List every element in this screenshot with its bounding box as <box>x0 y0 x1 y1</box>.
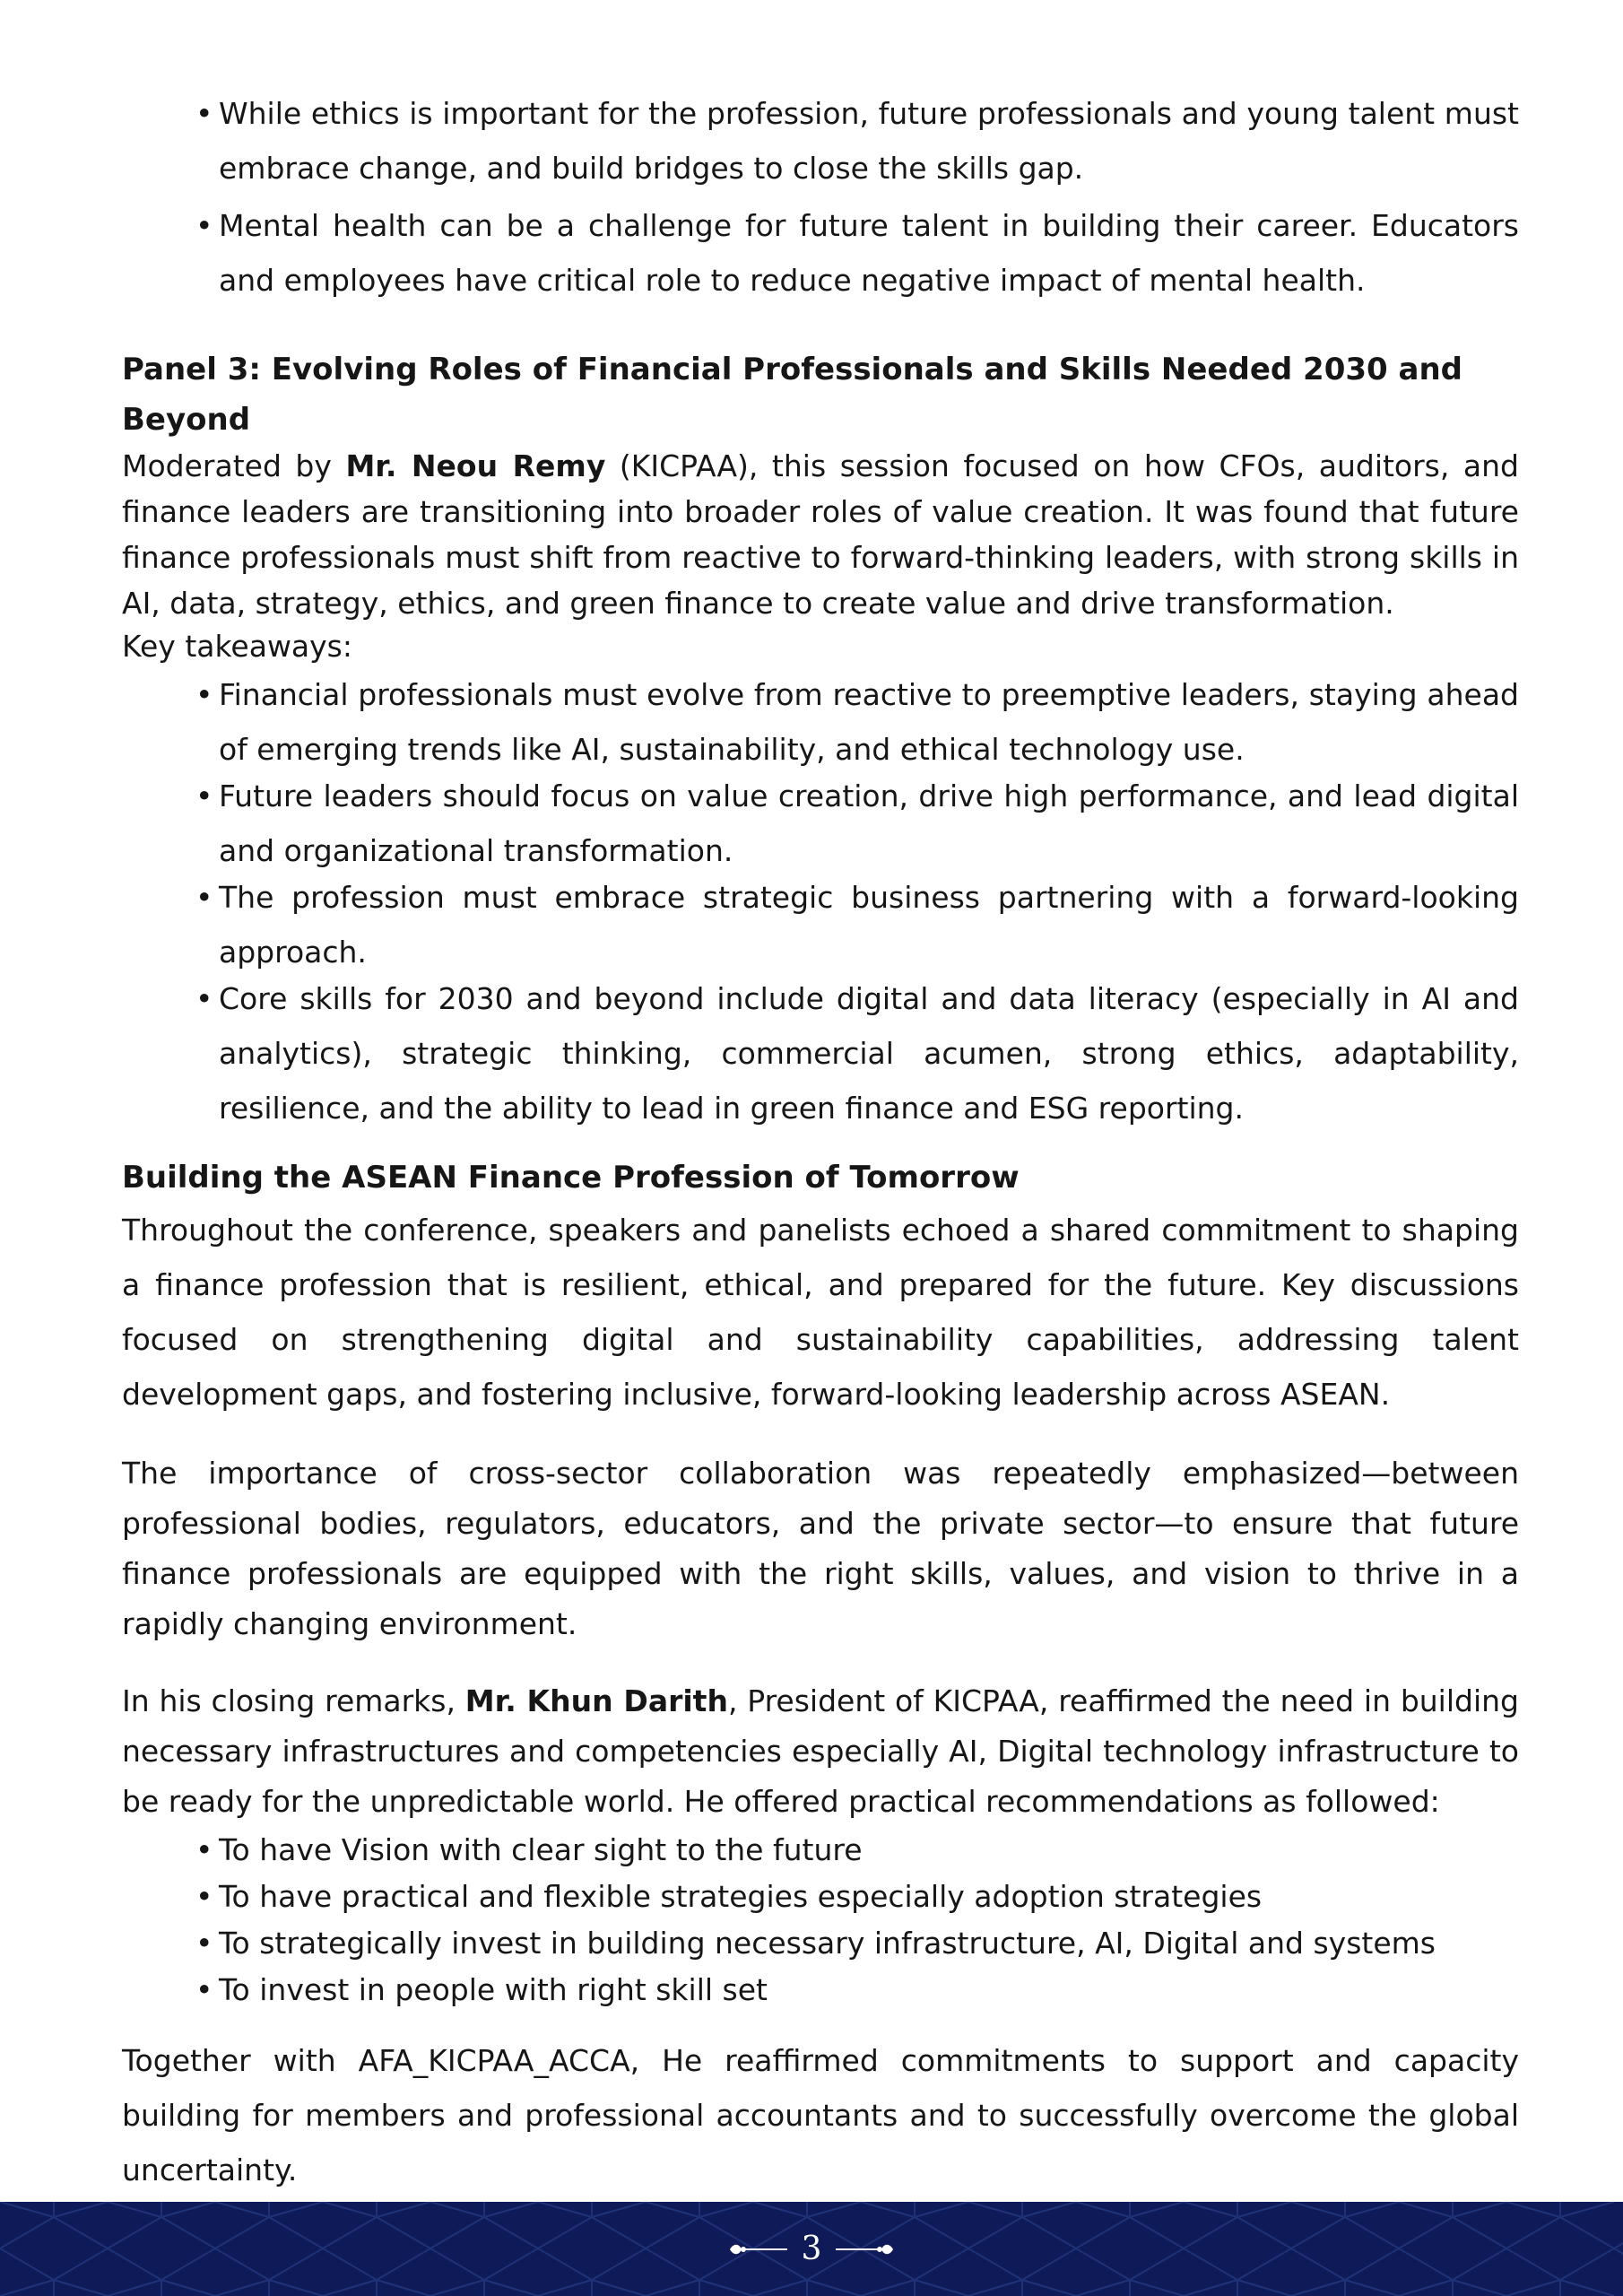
bullet-text: To have practical and flexible strategies especially adoption strategies <box>219 1879 1263 1914</box>
list-item <box>195 1874 1519 1920</box>
speaker-name: Mr. Khun Darith <box>464 1683 728 1718</box>
bullet-icon: • <box>195 778 213 813</box>
panel3-heading: Panel 3: Evolving Roles of Financial Professionals and Skills Needed 2030 and Beyond <box>122 352 1463 438</box>
bullet-icon: • <box>195 1879 213 1914</box>
takeaways-label: Key takeaways: <box>122 629 352 664</box>
moderator-name: Mr. Neou Remy <box>345 448 606 483</box>
bullet-icon: • <box>195 1832 213 1867</box>
takeaways-list <box>122 667 1519 1135</box>
document-body <box>122 86 1519 2197</box>
bullet-icon: • <box>195 1972 213 2007</box>
bullet-icon: • <box>195 208 213 243</box>
list-item <box>195 1967 1519 2013</box>
scroll-divider-icon <box>834 2240 897 2258</box>
bullet-text: To strategically invest in building necessary infrastructure, AI, Digital and systems <box>219 1926 1436 1961</box>
bullet-icon: • <box>195 981 213 1016</box>
recommendations-list <box>122 1827 1519 2013</box>
list-item <box>195 769 1519 878</box>
bullet-icon: • <box>195 880 213 915</box>
list-item <box>195 667 1519 777</box>
conference-summary-paragraph: Throughout the conference, speakers and panelists echoed a shared commitment to shaping a finance profession that is resilient, ethical, and prepared for the future. Key discussions focused on strengthening digital and sustainability capabilities, addressing talent development gaps, and fostering inclusive, forward-looking leadership across ASEAN. <box>122 1213 1519 1412</box>
list-item <box>195 870 1519 979</box>
scroll-divider-icon <box>726 2240 789 2258</box>
bullet-text: To invest in people with right skill set <box>219 1972 768 2007</box>
list-item <box>195 86 1519 196</box>
page-number-area <box>0 2202 1623 2296</box>
bullet-text: The profession must embrace strategic business partnering with a forward-looking approach. <box>219 880 1519 970</box>
closing-remarks-paragraph: In his closing remarks, Mr. Khun Darith, President of KICPAA, reaffirmed the need in building necessary infrastructures and competencies especially AI, Digital technology infrastructure to be ready for the unpredictable world. He offered practical recommendations as followed: <box>122 1683 1519 1819</box>
bullet-text: To have Vision with clear sight to the future <box>219 1832 863 1867</box>
collaboration-paragraph: The importance of cross-sector collaboration was repeatedly emphasized—between professional bodies, regulators, educators, and the private sector—to ensure that future finance professionals are equipped with the right skills, values, and vision to thrive in a rapidly changing environment. <box>122 1456 1519 1641</box>
bullet-text: While ethics is important for the profession, future professionals and young talent must embrace change, and build bridges to close the skills gap. <box>219 96 1519 186</box>
list-item <box>195 1920 1519 1967</box>
bullet-icon: • <box>195 677 213 712</box>
page-number: 3 <box>801 2230 822 2267</box>
list-item <box>195 1827 1519 1874</box>
bullet-text: Mental health can be a challenge for future talent in building their career. Educators and employees have critical role to reduce negative impact of mental health. <box>219 208 1519 298</box>
panel3-intro: Moderated by Mr. Neou Remy (KICPAA), this session focused on how CFOs, auditors, and finance leaders are transitioning into broader roles of value creation. It was found that future finance professionals must shift from reactive to forward-thinking leaders, with strong skills in AI, data, strategy, ethics, and green finance to create value and drive transformation. <box>122 448 1519 621</box>
bullet-text: Future leaders should focus on value creation, drive high performance, and lead digital and organizational transformation. <box>219 778 1519 868</box>
list-item <box>195 198 1519 308</box>
top-bullet-list <box>122 86 1519 308</box>
bullet-text: Core skills for 2030 and beyond include digital and data literacy (especially in AI and analytics), strategic thinking, commercial acumen, strong ethics, adaptability, resilience, and the ability to lead in green finance and ESG reporting. <box>219 981 1519 1126</box>
list-item <box>195 971 1519 1135</box>
bullet-text: Financial professionals must evolve from reactive to preemptive leaders, staying ahead of emerging trends like AI, sustainability, and ethical technology use. <box>219 677 1519 767</box>
bullet-icon: • <box>195 1926 213 1961</box>
section-heading: Building the ASEAN Finance Profession of Tomorrow <box>122 1160 1020 1196</box>
final-paragraph: Together with AFA_KICPAA_ACCA, He reaffirmed commitments to support and capacity building for members and professional accountants and to successfully overcome the global uncertainty. <box>122 2043 1519 2187</box>
page-footer <box>0 2202 1623 2296</box>
bullet-icon: • <box>195 96 213 131</box>
